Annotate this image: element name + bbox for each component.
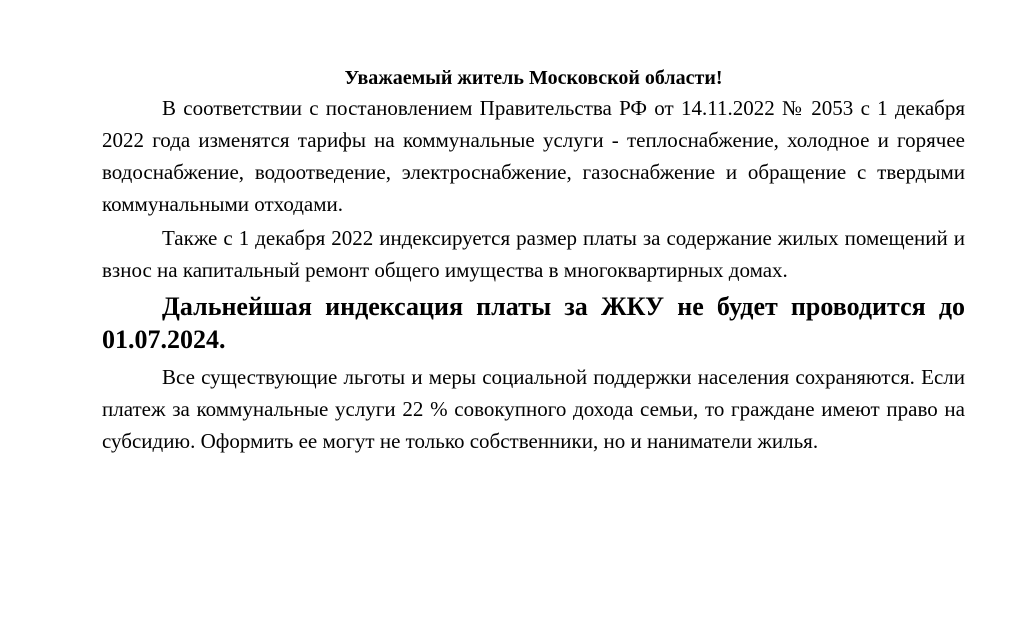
paragraph-indexation: Также с 1 декабря 2022 индексируется размер платы за содержание жилых помещений и взнос на капитальный ремонт общего имущества в многоквартирных домах. <box>102 226 965 282</box>
notice-title: Уважаемый житель Московской области! <box>344 67 723 89</box>
paragraph-tariff-change: В соответствии с постановлением Правительства РФ от 14.11.2022 № 2053 с 1 декабря 2022 года изменятся тарифы на коммунальные услуги - теплоснабжение, холодное и горячее водоснабжение, водоотведение, электроснабжение, газоснабжение и обращение с твердыми коммунальными отходами. <box>102 96 965 216</box>
notice-document <box>102 64 965 457</box>
paragraph-no-further-indexation: Дальнейшая индексация платы за ЖКУ не будет проводится до 01.07.2024. <box>102 292 965 354</box>
paragraph-benefits-subsidy: Все существующие льготы и меры социальной поддержки населения сохраняются. Если платеж за коммунальные услуги 22 % совокупного дохода семьи, то граждане имеют право на субсидию. Оформить ее могут не только собственники, но и наниматели жилья. <box>102 365 965 453</box>
